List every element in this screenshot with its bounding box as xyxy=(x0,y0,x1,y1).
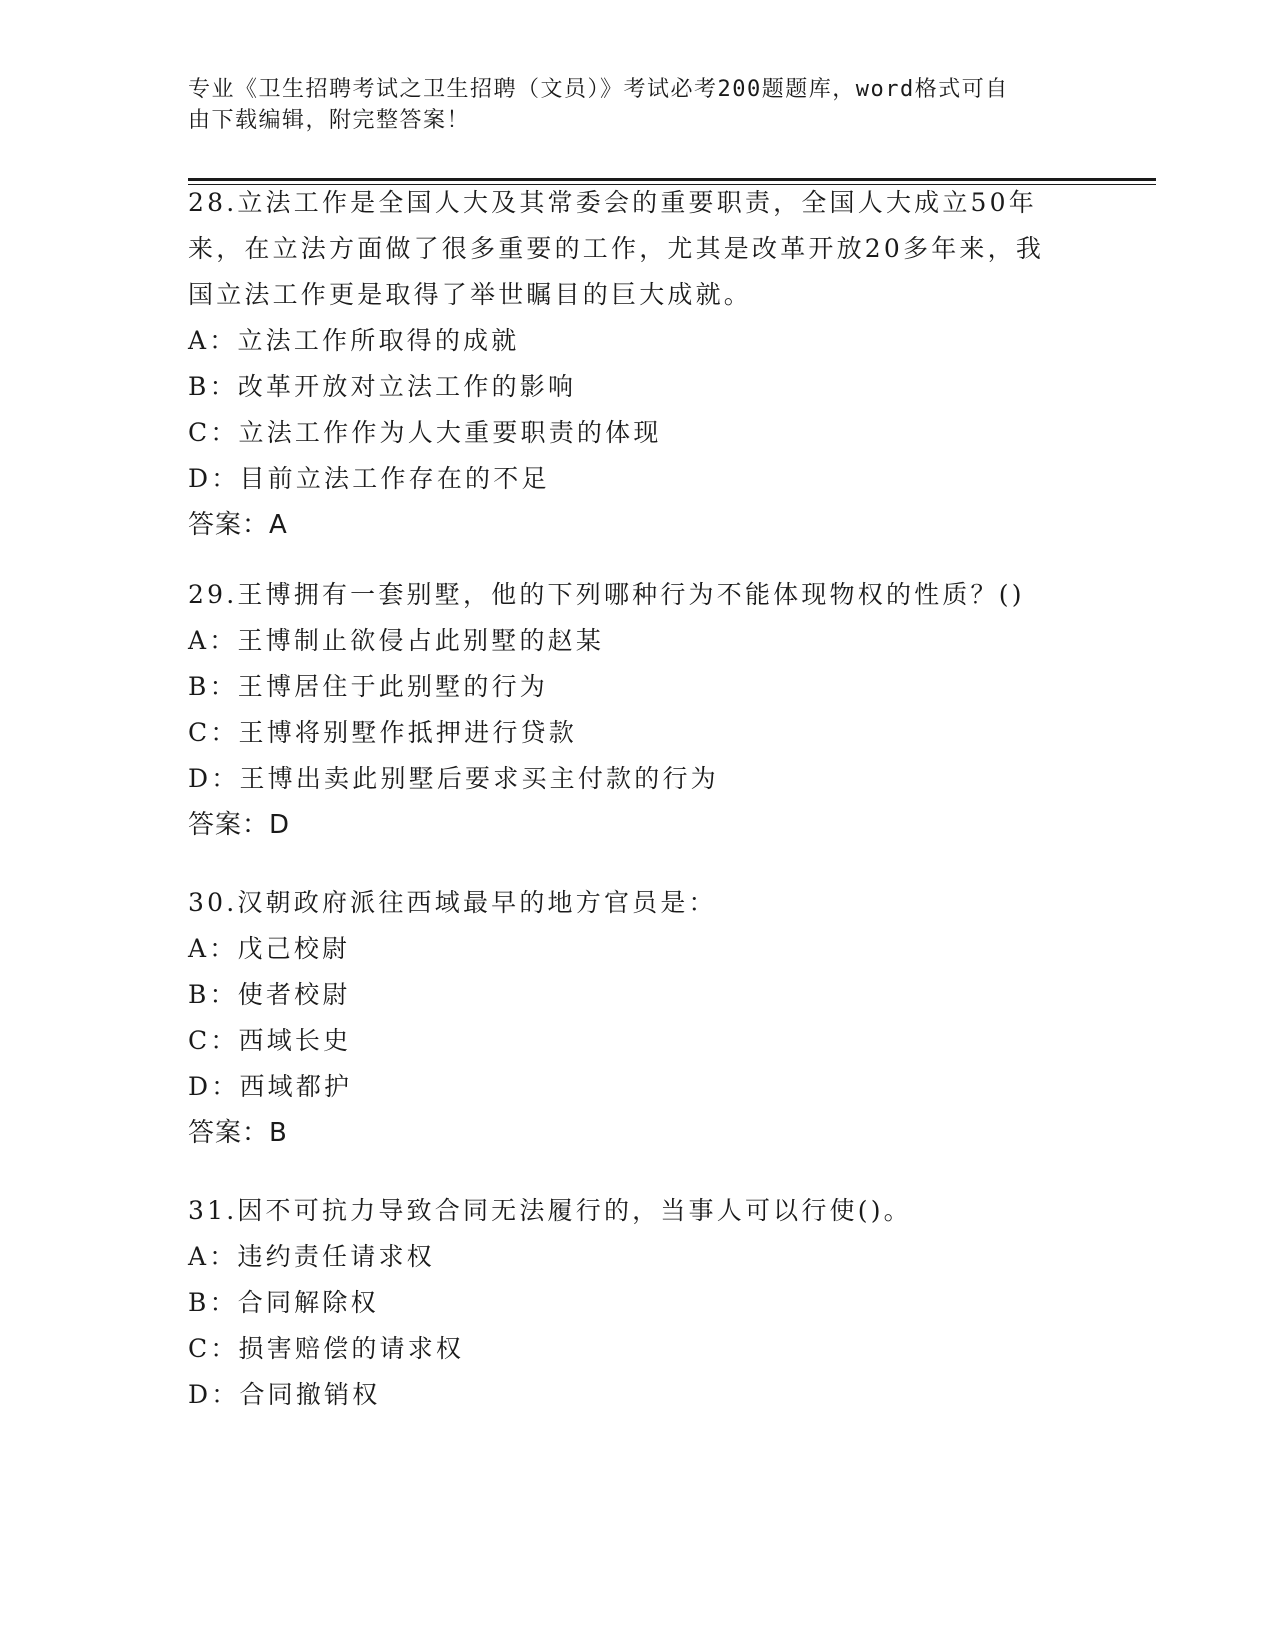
option-b: B：使者校尉 xyxy=(188,980,351,1009)
option-c: C：立法工作作为人大重要职责的体现 xyxy=(188,418,662,447)
question-31 xyxy=(188,1188,1088,1418)
option-a: A：王博制止欲侵占此别墅的赵某 xyxy=(188,626,605,655)
option-d: D：合同撤销权 xyxy=(188,1380,381,1409)
question-stem xyxy=(188,572,1088,618)
question-30 xyxy=(188,880,1088,1156)
question-stem-line: 28.立法工作是全国人大及其常委会的重要职责，全国人大成立50年 xyxy=(188,188,1037,217)
question-28 xyxy=(188,180,1088,548)
answer-line: 答案：A xyxy=(188,510,288,540)
option-d: D：王博出卖此别墅后要求买主付款的行为 xyxy=(188,764,719,793)
question-stem xyxy=(188,1188,1088,1234)
question-stem-line: 29.王博拥有一套别墅，他的下列哪种行为不能体现物权的性质？() xyxy=(188,580,1025,609)
document-header xyxy=(188,74,1068,136)
option-b: B：王博居住于此别墅的行为 xyxy=(188,672,548,701)
option-b: B：合同解除权 xyxy=(188,1288,379,1317)
option-c: C：损害赔偿的请求权 xyxy=(188,1334,465,1363)
option-b: B：改革开放对立法工作的影响 xyxy=(188,372,577,401)
option-a: A：戊己校尉 xyxy=(188,934,351,963)
answer-line: 答案：B xyxy=(188,1118,288,1148)
option-d: D：目前立法工作存在的不足 xyxy=(188,464,550,493)
question-stem-line: 来，在立法方面做了很多重要的工作，尤其是改革开放20多年来，我 xyxy=(188,234,1045,263)
answer-line: 答案：D xyxy=(188,810,291,840)
option-a: A：违约责任请求权 xyxy=(188,1242,435,1271)
option-c: C：王博将别墅作抵押进行贷款 xyxy=(188,718,577,747)
option-d: D：西域都护 xyxy=(188,1072,353,1101)
option-a: A：立法工作所取得的成就 xyxy=(188,326,520,355)
header-line-1: 专业《卫生招聘考试之卫生招聘（文员）》考试必考200题题库，word格式可自 xyxy=(188,77,1009,102)
question-stem-line: 国立法工作更是取得了举世瞩目的巨大成就。 xyxy=(188,280,753,309)
question-stem-line: 31.因不可抗力导致合同无法履行的，当事人可以行使()。 xyxy=(188,1196,912,1225)
header-line-2: 由下载编辑，附完整答案！ xyxy=(188,108,471,133)
question-29 xyxy=(188,572,1088,848)
option-c: C：西域长史 xyxy=(188,1026,352,1055)
question-stem xyxy=(188,180,1088,318)
question-stem xyxy=(188,880,1088,926)
question-stem-line: 30.汉朝政府派往西域最早的地方官员是： xyxy=(188,888,717,917)
